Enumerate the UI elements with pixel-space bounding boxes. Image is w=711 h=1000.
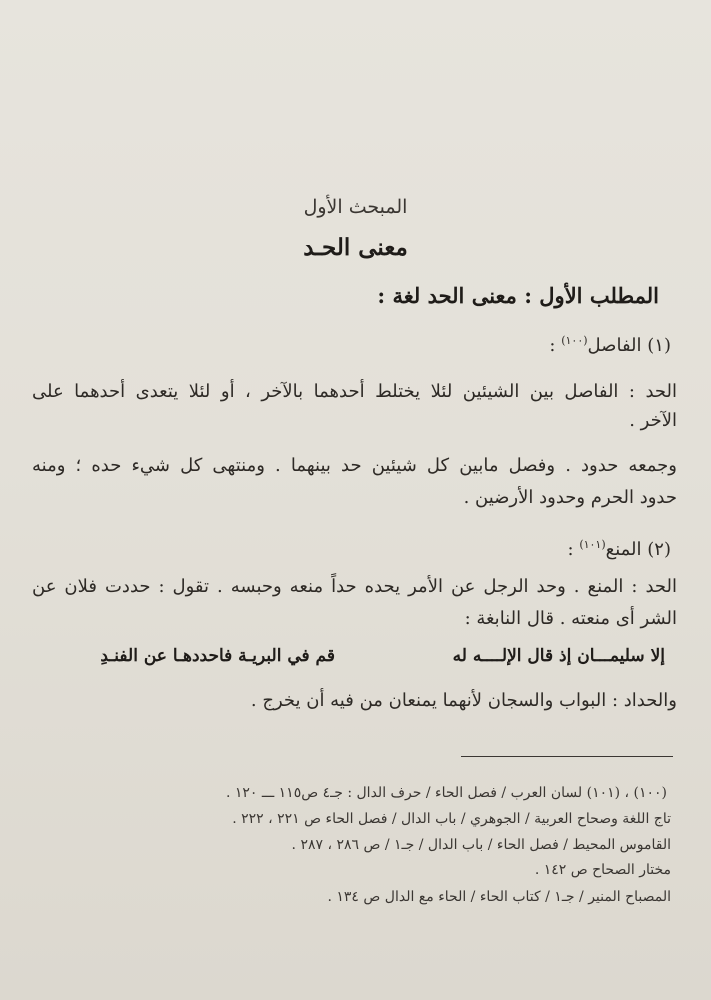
section-title: المطلب الأول : معنى الحد لغة : xyxy=(377,283,659,308)
footnote-line-5: المصباح المنير / جـ١ / كتاب الحاء / الحاء مع الدال ص ١٣٤ . xyxy=(327,889,671,905)
poem-verse-first-hemistich: إلا سليمـــان إذ قال الإلــــه له xyxy=(452,646,665,666)
footnote-ref-101: (١٠١) xyxy=(579,538,606,551)
entry-2-heading xyxy=(568,538,671,560)
poem-verse-second-hemistich: قم في البريـة فاحددهـا عن الفنـدِ xyxy=(100,646,335,666)
chapter-title: معنى الحـد xyxy=(303,234,408,261)
entry-1-line-4: حدود الحرم وحدود الأرضين . xyxy=(463,487,677,508)
entry-1-line-3: وجمعه حدود . وفصل مابين كل شيئين حد بينهما . ومنتهى كل شيء حده ؛ ومنه xyxy=(32,455,677,476)
footnote-line-1: (١٠٠) ، (١٠١) لسان العرب / فصل الحاء / حرف الدال : جـ٤ ص١١٥ ـــ ١٢٠ . xyxy=(225,785,667,801)
entry-1-line-1: الحد : الفاصل بين الشيئين لئلا يختلط أحدهما بالآخر ، أو لئلا يتعدى أحدهما على xyxy=(32,381,677,402)
entry-1-line-2: الآخر . xyxy=(629,410,677,431)
entry-2-heading-colon: : xyxy=(567,539,580,560)
footnote-line-3: القاموس المحيط / فصل الحاء / باب الدال / جـ١ / ص ٢٨٦ ، ٢٨٧ . xyxy=(291,837,671,853)
footnote-line-4: مختار الصحاح ص ١٤٢ . xyxy=(534,862,671,878)
entry-1-heading-colon: : xyxy=(549,335,562,356)
entry-2-heading-text: (٢) المنع xyxy=(605,539,671,560)
footnote-ref-100: (١٠٠) xyxy=(561,334,588,347)
entry-2-line-2: الشر أى منعته . قال النابغة : xyxy=(464,608,677,629)
entry-1-heading xyxy=(549,334,671,356)
footnote-line-2: تاج اللغة وصحاح العربية / الجوهري / باب الدال / فصل الحاء ص ٢٢١ ، ٢٢٢ . xyxy=(232,811,671,827)
chapter-label: المبحث الأول xyxy=(303,196,408,218)
footnote-divider xyxy=(461,756,673,757)
entry-2-line-3: والحداد : البواب والسجان لأنهما يمنعان من فيه أن يخرج . xyxy=(250,690,677,711)
entry-2-line-1: الحد : المنع . وحد الرجل عن الأمر يحده حداً منعه وحبسه . تقول : حددت فلان عن xyxy=(32,576,677,597)
entry-1-heading-text: (١) الفاصل xyxy=(587,335,671,356)
